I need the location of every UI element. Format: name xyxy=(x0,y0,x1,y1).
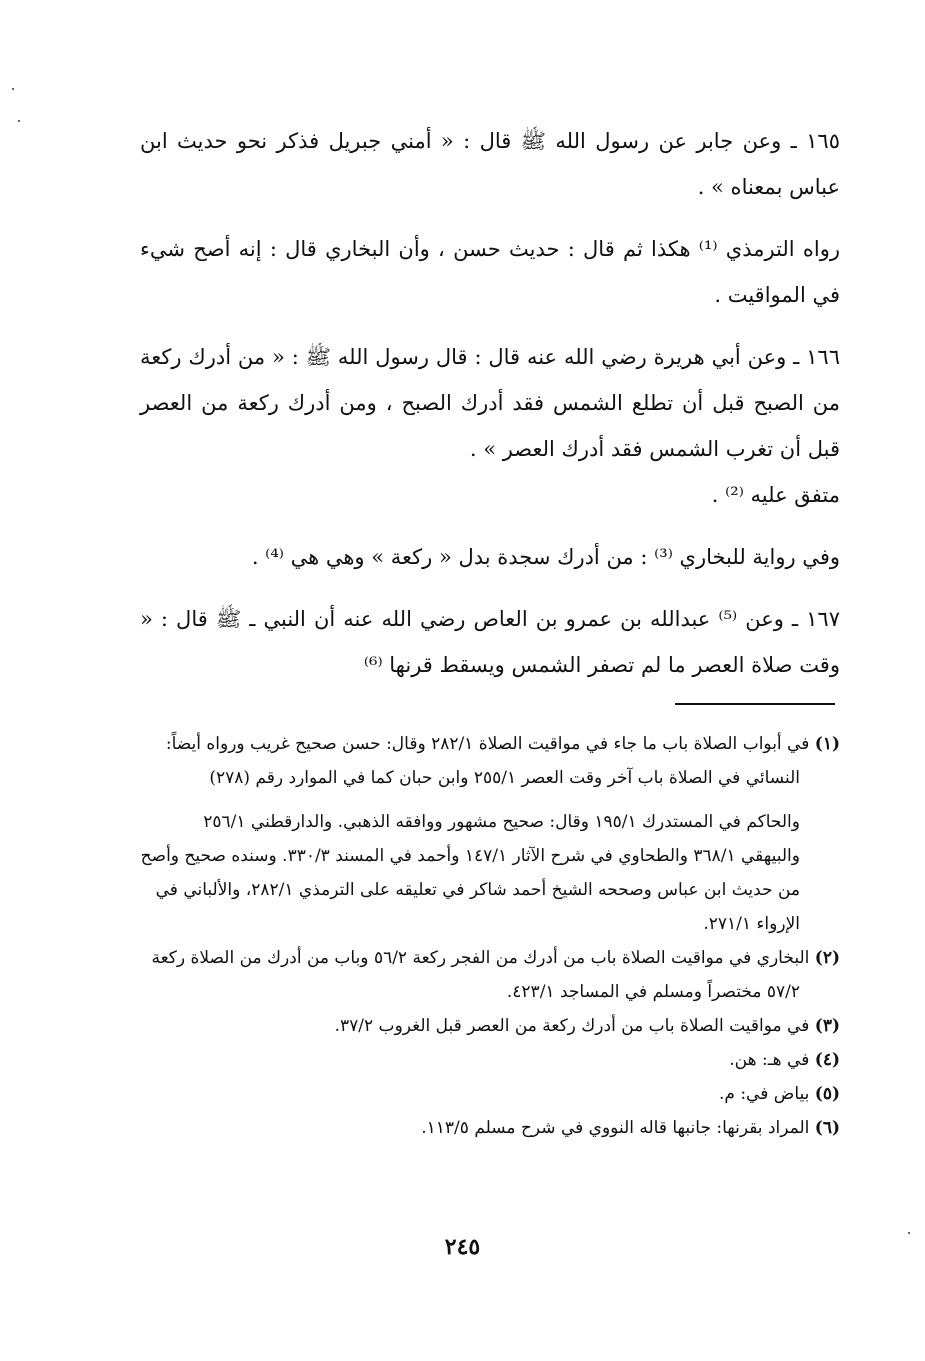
footnote-4 xyxy=(140,1043,840,1077)
footnote-number: (٤) xyxy=(814,1050,840,1070)
page-number: ٢٤٥ xyxy=(444,1234,481,1260)
main-text xyxy=(140,118,840,704)
footnote-text: في هـ: هن. xyxy=(729,1050,810,1070)
footnote-text: المراد بقرنها: جانبها قاله النووي في شرح مسلم ١١٣/٥. xyxy=(421,1118,810,1138)
footnotes xyxy=(140,727,840,1145)
footnote-1-continued: والحاكم في المستدرك ١٩٥/١ وقال: صحيح مشهور ووافقه الذهبي. والدارقطني ٢٥٦/١ والبيهقي ٣٦٨/١ والطحاوي في شرح الآثار ١٤٧/١ وأحمد في المسند ٣٣٠/٣. وسنده صحيح وأصح من حديث ابن عباس وصححه الشيخ أحمد شاكر في تعليقه على الترمذي ٢٨٢/١، والألباني في الإرواء ٢٧١/١. xyxy=(140,812,800,934)
footnote-1 xyxy=(140,727,840,795)
bukhari-narration: وفي رواية للبخاري ⁽³⁾ : من أدرك سجدة بدل « ركعة » وهي هي ⁽⁴⁾ . xyxy=(251,545,840,569)
footnote-text: في مواقيت الصلاة باب من أدرك ركعة من العصر قبل الغروب ٣٧/٢. xyxy=(334,1016,810,1036)
scan-speck xyxy=(18,120,20,122)
footnote-2 xyxy=(140,941,840,1009)
hadith-166: ١٦٦ ـ وعن أبي هريرة رضي الله عنه قال : قال رسول الله ﷺ : « من أدرك ركعة من الصبح قبل أن تطلع الشمس فقد أدرك الصبح ، ومن أدرك ركعة من العصر قبل أن تغرب الشمس فقد أدرك العصر » . xyxy=(140,345,840,461)
scan-speck xyxy=(12,88,14,90)
muttafaq-note: متفق عليه ⁽²⁾ . xyxy=(711,483,840,507)
hadith-165: ١٦٥ ـ وعن جابر عن رسول الله ﷺ قال : « أمني جبريل فذكر نحو حديث ابن عباس بمعناه » . xyxy=(140,129,840,199)
footnote-text: في أبواب الصلاة باب ما جاء في مواقيت الصلاة ٢٨٢/١ وقال: حسن صحيح غريب ورواه أيضاً: النسائي في الصلاة باب آخر وقت العصر ٢٥٥/١ وابن حبان كما في الموارد رقم (٢٧٨) xyxy=(165,734,810,788)
footnote-text: البخاري في مواقيت الصلاة باب من أدرك من الفجر ركعة ٥٦/٢ وباب من أدرك من الصلاة ركعة ٥٧/٢ مختصراً ومسلم في المساجد ٤٢٣/١. xyxy=(151,948,810,1002)
hadith-167: ١٦٧ ـ وعن ⁽⁵⁾ عبدالله بن عمرو بن العاص رضي الله عنه أن النبي ـ ﷺ قال : « وقت صلاة العصر ما لم تصفر الشمس ويسقط قرنها ⁽⁶⁾ xyxy=(140,607,840,677)
footnote-number: (٢) xyxy=(814,948,840,968)
tirmidhi-note: رواه الترمذي ⁽¹⁾ هكذا ثم قال : حديث حسن ، وأن البخاري قال : إنه أصح شيء في المواقيت . xyxy=(140,237,840,307)
footnote-text: بياض في: م. xyxy=(719,1084,810,1104)
footnote-number: (٣) xyxy=(814,1016,840,1036)
footnote-5 xyxy=(140,1077,840,1111)
footnote-number: (١) xyxy=(814,734,840,754)
footnote-3 xyxy=(140,1009,840,1043)
footnote-separator xyxy=(675,703,835,705)
footnote-number: (٥) xyxy=(814,1084,840,1104)
footnote-number: (٦) xyxy=(814,1118,840,1138)
footnote-6 xyxy=(140,1111,840,1145)
